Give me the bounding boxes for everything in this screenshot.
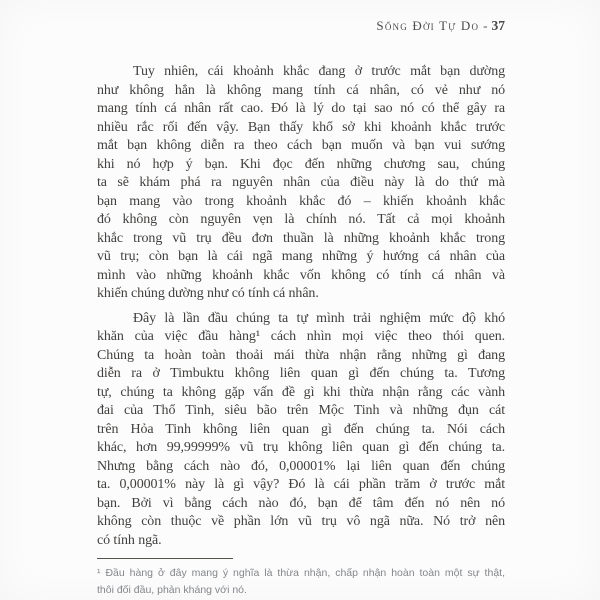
text-line: mắt bạn không diễn ra theo cách bạn muốn và bạn vui sướng bbox=[97, 138, 505, 153]
text-line: vũ trụ; còn bạn là cái ngã mang những ý hướng cá nhân của bbox=[97, 249, 505, 264]
text-line: mang tính cá nhân rất cao. Đó là lý do tại sao nó có thể gây ra bbox=[97, 101, 505, 116]
text-line: trên Hỏa Tinh không liên quan gì đến chúng ta. Nói cách bbox=[97, 421, 505, 437]
text-line: ta. 0,00001% này là gì vậy? Đó là cái phần trăm ở trước mắt bbox=[97, 477, 505, 492]
text-line: mình vào những khoảnh khắc vốn không có tính cá nhân và bbox=[97, 267, 505, 283]
footnote bbox=[97, 565, 505, 600]
text-line: diễn ra ở Timbuktu không liên quan gì đến chúng ta. Tương bbox=[97, 366, 505, 381]
text-line: tự, chúng ta không gặp vấn đề gì khi thừa nhận rằng các vành bbox=[97, 384, 505, 400]
text-line: Tuy nhiên, cái khoảnh khắc đang ở trước mắt bạn dường bbox=[133, 64, 505, 79]
text-line: Nhưng bằng cách nào đó, 0,00001% lại liên quan đến chúng bbox=[97, 458, 505, 474]
text-line: bạn. Bởi vì bằng cách nào đó, bạn để tâm đến nó nên nó bbox=[97, 495, 505, 511]
text-line: khăn của việc đầu hàng¹ cách nhìn mọi việc theo thói quen. bbox=[97, 329, 505, 344]
page-number: 37 bbox=[491, 18, 505, 33]
paragraph bbox=[97, 310, 505, 551]
paragraph bbox=[97, 63, 505, 304]
running-title: Sống Đời Tự Do bbox=[376, 18, 480, 33]
text-line: đai của Thổ Tinh, siêu bão trên Mộc Tinh và những đụn cát bbox=[97, 403, 505, 418]
text-line: khác, hơn 99,99999% vũ trụ không liên quan gì đến chúng ta. bbox=[97, 440, 505, 455]
text-line: khi nó hợp ý bạn. Khi đọc đến những chương sau, chúng bbox=[97, 156, 505, 172]
footnote-line: thôi đối đầu, phản kháng với nó. bbox=[97, 583, 247, 596]
body-text bbox=[97, 63, 505, 550]
text-line: khắc trong vũ trụ đều đơn thuần là những khoảnh khắc trong bbox=[97, 230, 505, 246]
header-separator: - bbox=[483, 18, 488, 33]
text-line: Chúng ta hoàn toàn thoải mái thừa nhận rằng những gì đang bbox=[97, 347, 505, 363]
footnote-line: ¹ Đầu hàng ở đây mang ý nghĩa là thừa nhận, chấp nhận hoàn toàn một sự thật, bbox=[97, 567, 505, 579]
text-line: không còn thuộc về phần lớn vũ trụ vô ngã nữa. Nó trở nên bbox=[97, 514, 505, 529]
text-line: khiến chúng dường như có tính cá nhân. bbox=[97, 286, 319, 301]
text-line: bạn mang vào trong khoảnh khắc đó – khiến khoảnh khắc bbox=[97, 193, 505, 209]
text-line: Đây là lần đầu chúng ta tự mình trải nghiệm mức độ khó bbox=[133, 310, 505, 326]
text-line: có tính ngã. bbox=[97, 532, 162, 548]
text-line: ta sẽ khám phá ra nguyên nhân của điều này là do thứ mà bbox=[97, 175, 505, 190]
page-header bbox=[97, 18, 505, 36]
footnote-divider bbox=[97, 558, 233, 559]
text-line: như không hẳn là không mang tính cá nhân, có vẻ như nó bbox=[97, 82, 505, 98]
text-line: nhiều rắc rối đến vậy. Bạn thấy khổ sở khi khoảnh khắc trước bbox=[97, 119, 505, 135]
text-line: đó không còn nguyên vẹn là chính nó. Tất cả mọi khoảnh bbox=[97, 212, 505, 227]
